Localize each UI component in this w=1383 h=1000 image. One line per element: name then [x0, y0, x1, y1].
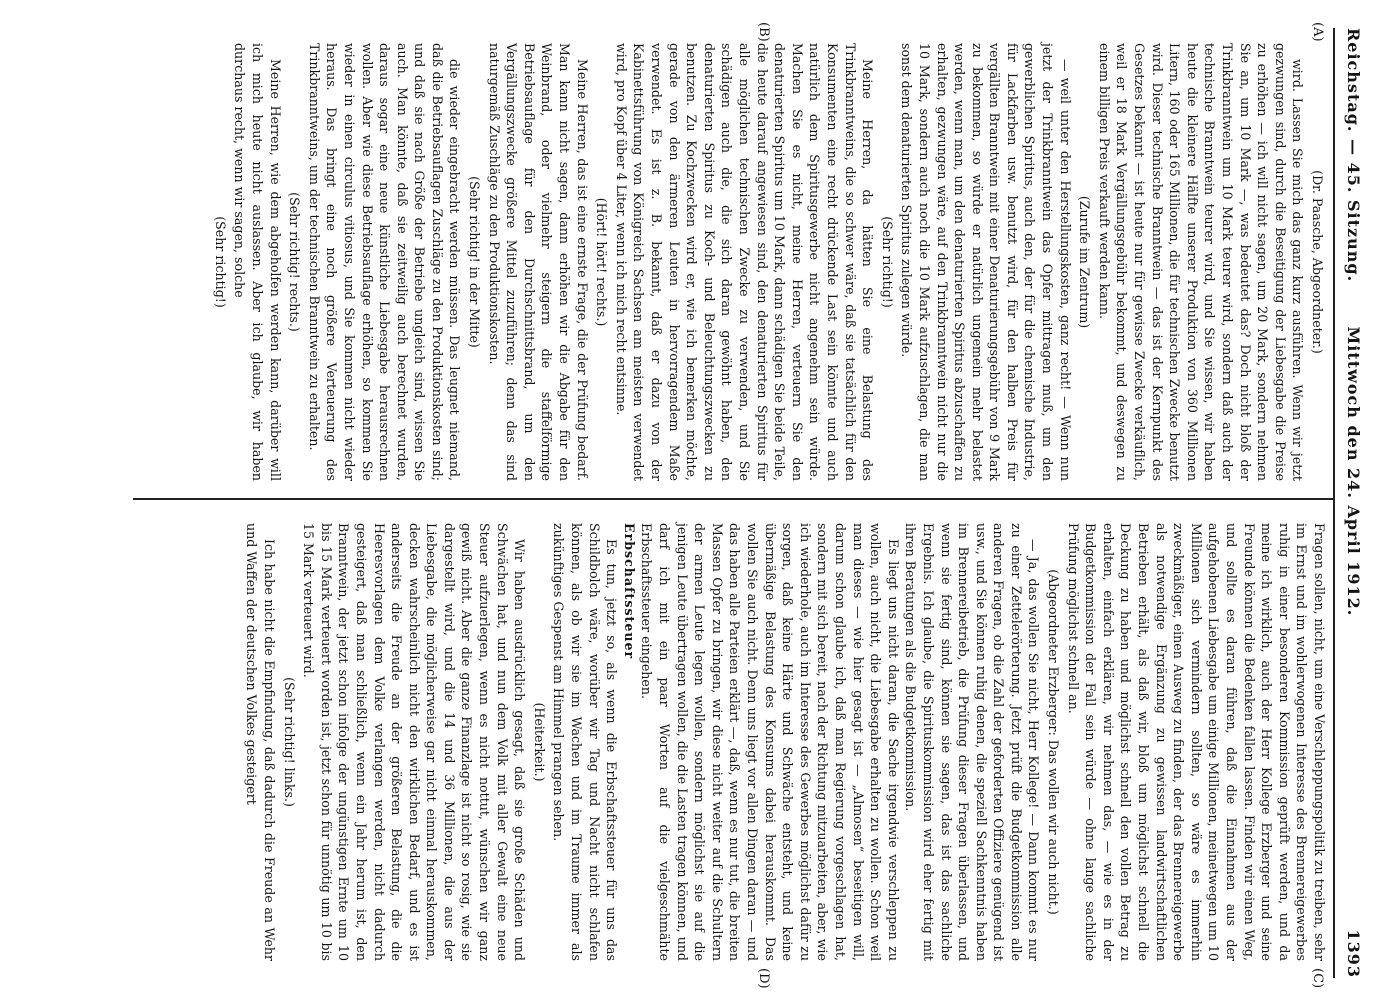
header-title: Reichstag. — 45. Sitzung.	[1344, 28, 1363, 283]
margin-marker-c: (C)	[1310, 968, 1325, 989]
paragraph: wird. Lassen Sie mich das ganz kurz ausführen. Wenn wir jetzt gezwungen sind, durch die Beseitigung der Liebesgabe die Preise zu erhöhen — ich will nicht sagen, um 20 Mark, sondern nehmen Sie an, um 10 Mark —, was bedeutet das? Doch nicht bloß der Trinkbranntwein um 10 Mark teurer wird, sondern daß auch der technische Branntwein teurer wird, und Sie wissen, wir haben heute die kleinere Hälfte unserer Produktion von 360 Millionen Litern, 160 oder 165 Millionen, die für technischen Zwecke benutzt wird. Dieser technische Branntwein — das ist der Kernpunkt des Gesetzes bekannt — ist heute nur für gewisse Zwecke verkäuflich, weil er 18 Mark Vergällungsgebühr bekommt, und deswegen zu einem billigen Preis verkauft werden kann.	[1096, 43, 1306, 481]
interjection: (Sehr richtig!)	[212, 216, 228, 308]
interjection: (Sehr richtig! links.)	[281, 677, 297, 807]
page-header	[1337, 28, 1363, 978]
interjection: (Heiterkeit.)	[531, 702, 547, 782]
margin-marker-a: (A)	[1310, 22, 1325, 42]
paragraph: Es tun, jetzt so, als wenn die Erbschaftssteuer für uns das Schildbolch wäre, worüber wir Tag und Nacht nicht schlafen können, als ob wir sie im Wachen und im Traume immer als zukünftiges Gespenst am Himmel prangen sehen.	[551, 523, 620, 961]
speaker-line: (Dr. Paasche, Abgeordneter.)	[1310, 170, 1325, 354]
margin-marker-d: (D)	[756, 968, 771, 989]
margin-marker-b: (B)	[756, 22, 771, 42]
paragraph: Meine Herren, wie dem abgeholfen werden kann, darüber will ich mich heute nicht auslassen. Aber ich glaube, wir haben durchaus recht, wenn wir sagen, solche	[232, 43, 283, 481]
left-column	[209, 43, 1328, 481]
header-date: Mittwoch den 24. April 1912.	[1344, 326, 1363, 617]
section-keyword: Erbschaftssteuer	[621, 523, 637, 660]
header-date-and-page	[1344, 327, 1363, 978]
paragraph: Fragen sollen, nicht, um eine Verschleppungspolitik zu treiben, sehr im Ernst und im wohlerwogenen Interesse des Brennereigewerbes ruhig in einer besonderen Kommission geprüft werden, und da meine ich wirklich, auch der Herr Kollege Erzberger und seine Freunde können die Bedenken fallen lassen. Finden wir einen Weg, und sollte es daran führen, daß die Einnahmen aus der aufgehobenen Liebesgabe um einige Millionen, meinetwegen um 10 Millionen sich vermindern sollten, so wäre es immerhin zweckmäßiger, einen Ausweg zu finden, der das Brennereigewerbe als notwendige Ergänzung zu gewissen landwirtschaftlichen Betrieben erhält, als daß wir, bloß um möglichst schnell die Deckung zu haben und möglichst schnell den vollen Betrag zu erhalten, einfach erklären, wir nehmen das, — wie es in der Budgetkommission der Fall sein würde — ohne lange sachliche Prüfung möglichst schnell an.	[1065, 523, 1327, 961]
paragraph: — Ja, das wollen Sie nicht, Herr Kollege! — Dann kommt es nur zu einer Zettelerörterung. Jetzt prüft die Budgetkommission alle anderen Fragen, ob die Zahl der geforderten Offiziere genügend ist usw., und Sie können ruhig denen, die speziell Sachkenntnis haben im Brennereibetrieb, die Prüfung dieser Fragen überlassen, und wenn sie fertig sind, können sie sagen, das ist das sachliche Ergebnis. Ich glaube, die Spirituskommission wird eher fertig mit ihren Beratungen als die Budgetkommission.	[903, 523, 1042, 961]
paragraph: Es liegt uns nicht daran, die Sache irgendwie verschleppen zu wollen, auch nicht, die Liebesgabe erhalten zu wollen. Schon weil man dieses — wie hier gesagt ist — „Almosen“ beseitigen will, darum schon glaube ich, daß man Regierung vorgeschlagen hat, sondern mit sich bereit, nach der Richtung mitzuarbeiten, aber, wie ich wiederhole, auch im Interesse des Gewerbes möglichst dafür zu sorgen, daß keine Härte und Schwäche entsteht, und keine übermäßige Belastung des Konsums dabei herauskommt. Das wollen Sie auch nicht. Denn uns liegt vor allen Dingen daran — und das haben alle Parteien erklärt —, daß, wenn es nur tut, die breiten Massen Opfer zu bringen, wir diese nicht weiter auf die Schultern der armen Leute legen wollen, sondern möglichst sie auf die jenigen Leute übertragen wollen, die die Lasten tragen können, und darf ich mit ein paar Worten auf die vielgeschmähte Erbschaftssteuer eingehen.	[639, 523, 901, 961]
page-number: 1393	[1344, 929, 1363, 978]
interjection: (Sehr richtig! in der Mitte)	[467, 176, 483, 348]
paragraph: Ich habe nicht die Empfindung, daß dadurch die Freude an Wehr und Waffen der deutschen Volkes gesteigert	[244, 523, 277, 961]
paragraph: Meine Herren, da hätten Sie eine Belastung des Trinkbranntweins, die so schwer wäre, daß sie tatsächlich für den Konsumenten eine recht drückende Last sein könnte und auch natürlich dem Spiritusgewerbe nicht angenehm sein würde. Machen Sie es nicht, meine Herren, verteuern Sie den denaturierten Spiritus um 10 Mark, dann schädigen Sie beide Teile, die heute darauf angewiesen sind, den denaturierten Spiritus für alle möglichen technischen Zwecke zu verwenden, und Sie schädigen auch die, die sich daran gewöhnt haben, den denaturierten Spiritus zu Koch- und Beleuchtungszwecken zu benutzen. Zu Kochzwecken wird er, wie ich bemerken möchte, gerade von den ärmeren Leuten in hervorragendem Maße verwendet. Es ist z. B. bekannt, daß er dazu von der Kabinettsführung von Königreich Sachsen am meisten verwendet wird, pro Kopf über 4 Liter, wenn ich mich recht entsinne.	[613, 43, 876, 481]
paragraph: die wieder eingebracht werden müssen. Das leugnet niemand, daß die Betriebsauflagen Zuschläge zu den Produktionskosten sind; und daß sie nach Größe der Betriebe ungleich sind, wissen Sie auch. Man könnte, daß sie zeitweilig auch berechnet wurden, daraus sogar eine neue künstliche Liebesgabe herausrechnen wollen. Aber wie diese Betriebsauflage erhöhen, so kommen Sie wieder in einen circulus vitiosus, und Sie kommen nicht wieder heraus. Das bringt eine noch größere Verteuerung des Trinkbranntweins, um der technischen Branntwein zu erhalten.	[306, 43, 463, 481]
paragraph: — weil unter den Herstellungskosten, ganz recht! — Wenn nun jetzt der Trinkbranntwein das Opfer mittragen muß, um den gewerblichen Spiritus, auch den, der für die chemische Industrie, für Lackfarben usw. benutzt wird, für den halben Preis für vergällten Branntwein mit einer Denaturierungsgebühr von 9 Mark zu bekommen, so würde er natürlich ungemein mehr belastet werden, wenn man, um den denaturierten Spiritus abzuschaffen zu erhalten, gezwungen wäre, auf den Trinkbranntwein nicht nur die 10 Mark, sondern auch noch die 10 Mark aufzuschlagen, die man sonst dem denaturierten Spiritus zulegen würde.	[899, 43, 1073, 481]
interjection: (Hört! hört! rechts.)	[594, 197, 610, 327]
paragraph: Meine Herren, das ist eine ernste Frage, die der Prüfung bedarf. Man kann nicht sagen, dann erhöhen wir die Abgabe für den Weinbrand, oder vielmehr steigern die staffelförmige Betriebsauflage für den Durchschnittsbrand, um den Vergällungszwecke größere Mittel zuzuführen; denn das sind naturgemäß Zuschläge zu den Produktionskosten.	[486, 43, 590, 481]
column-divider	[133, 498, 1333, 500]
paragraph: Wir haben ausdrücklich gesagt, daß sie große Schäden und Schwächen hat, und nun dem Volk mit aller Gewalt eine neue Steuer aufzuerlegen, wenn es nicht nottut, wünschen wir ganz gewiß nicht. Aber die ganze Finanzlage ist nicht so rosig, wie sie dargestellt wird, und die 14 und 36 Millionen, die aus der Liebesgabe, die möglicherweise gar nicht einmal herauskommen, decken wahrscheinlich nicht den wirklichen Bedarf, und es ist anderseits die Freude an der größeren Belastung, die die Heeresvorlagen dem Volke verlangen werden, nicht dadurch gesteigert, daß man schließlich, wenn ein Jahr herum ist, den Branntwein, der jetzt schon infolge der ungünstigen Ernte um 10 bis 15 Mark verteuert worden ist, jetzt schon für unnötig um 10 bis 15 Mark verteuert wird.	[301, 523, 528, 961]
interjection: (Sehr richtig! rechts.)	[287, 192, 303, 332]
interjection: (Sehr richtig!)	[879, 216, 895, 308]
right-column	[243, 523, 1328, 961]
header-rule	[1333, 28, 1335, 978]
interjection: (Zurufe im Zentrum)	[1077, 195, 1093, 329]
interjection: (Abgeordneter Erzberger: Das wollen wir auch nicht.)	[1046, 569, 1062, 915]
